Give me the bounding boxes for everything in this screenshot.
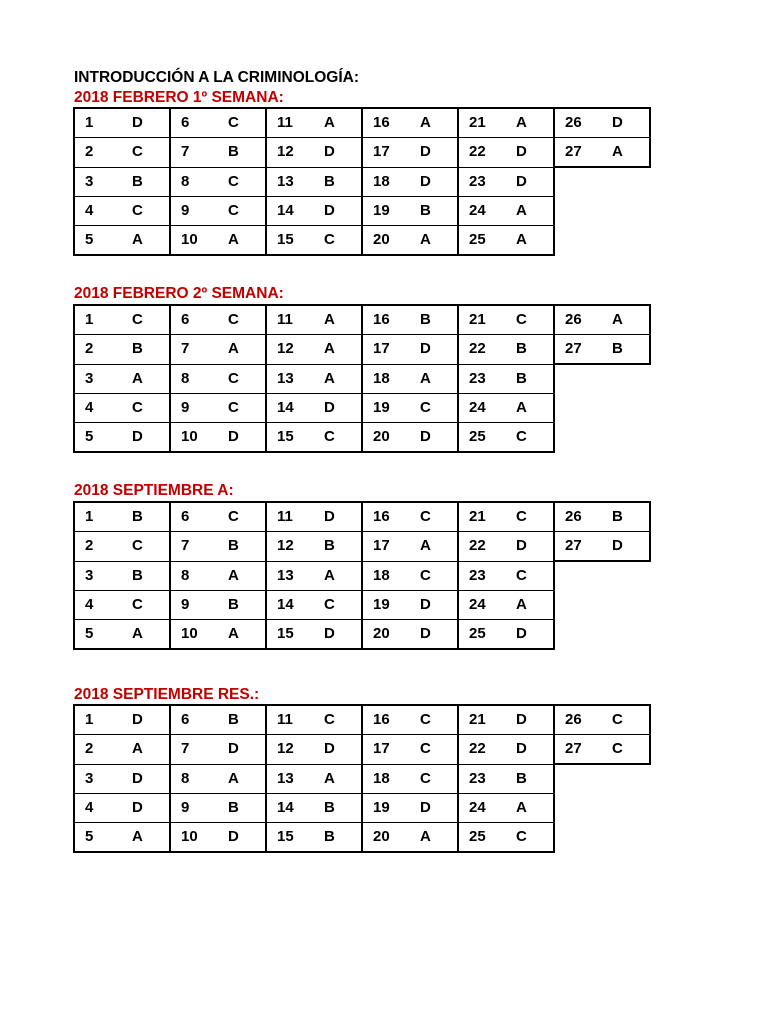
table-row: [74, 335, 650, 365]
answer-letter: D: [502, 138, 554, 168]
answer-letter: B: [214, 705, 266, 735]
section-title: 2018 FEBRERO 2º SEMANA:: [74, 285, 284, 302]
answer-letter: B: [598, 502, 650, 532]
question-number: 7: [170, 532, 214, 562]
question-number: 24: [458, 196, 502, 225]
question-number: 3: [74, 167, 118, 196]
question-number: 22: [458, 138, 502, 168]
table-row: [74, 619, 650, 649]
answer-letter: A: [310, 561, 362, 590]
answer-letter: A: [598, 138, 650, 168]
question-number: 4: [74, 590, 118, 619]
answer-letter: A: [214, 561, 266, 590]
answer-letter: C: [406, 561, 458, 590]
answer-letter: D: [406, 335, 458, 365]
question-number: 8: [170, 561, 214, 590]
question-number: 24: [458, 393, 502, 422]
question-number: 26: [554, 502, 598, 532]
question-number: 8: [170, 364, 214, 393]
answer-letter: C: [502, 822, 554, 852]
answer-letter: A: [406, 225, 458, 255]
question-number: 18: [362, 364, 406, 393]
question-number: 15: [266, 619, 310, 649]
question-number: 17: [362, 532, 406, 562]
answer-letter: D: [214, 735, 266, 765]
answer-letter: B: [502, 764, 554, 793]
question-number: 11: [266, 705, 310, 735]
question-number: 10: [170, 619, 214, 649]
question-number: 2: [74, 532, 118, 562]
question-number: 18: [362, 764, 406, 793]
question-number: 7: [170, 735, 214, 765]
table-row: [74, 822, 650, 852]
question-number: 3: [74, 364, 118, 393]
question-number: 25: [458, 619, 502, 649]
question-number: 16: [362, 705, 406, 735]
answer-letter: A: [310, 364, 362, 393]
question-number: 4: [74, 793, 118, 822]
answer-letter: B: [214, 793, 266, 822]
question-number: 12: [266, 735, 310, 765]
answer-letter: C: [406, 735, 458, 765]
question-number: 12: [266, 532, 310, 562]
question-number: 11: [266, 108, 310, 138]
question-number: 10: [170, 422, 214, 452]
answer-letter: A: [502, 225, 554, 255]
answer-letter: A: [118, 822, 170, 852]
empty-cell: [554, 619, 650, 649]
answer-letter: A: [214, 619, 266, 649]
question-number: 7: [170, 138, 214, 168]
answer-letter: C: [310, 705, 362, 735]
question-number: 16: [362, 502, 406, 532]
answer-letter: B: [502, 335, 554, 365]
answer-letter: A: [310, 764, 362, 793]
answer-letter: D: [406, 590, 458, 619]
table-row: [74, 793, 650, 822]
table-row: [74, 196, 650, 225]
answer-letter: D: [406, 167, 458, 196]
question-number: 17: [362, 138, 406, 168]
answer-letter: A: [310, 108, 362, 138]
table-row: [74, 138, 650, 168]
answer-letter: A: [214, 225, 266, 255]
answer-letter: B: [118, 167, 170, 196]
question-number: 1: [74, 108, 118, 138]
empty-cell: [554, 364, 650, 393]
answer-table: [73, 107, 651, 256]
answer-letter: B: [214, 138, 266, 168]
answer-letter: C: [214, 167, 266, 196]
empty-cell: [554, 822, 650, 852]
question-number: 20: [362, 822, 406, 852]
answer-letter: C: [502, 502, 554, 532]
table-row: [74, 561, 650, 590]
question-number: 17: [362, 335, 406, 365]
question-number: 23: [458, 764, 502, 793]
answer-letter: A: [118, 225, 170, 255]
question-number: 19: [362, 196, 406, 225]
question-number: 22: [458, 735, 502, 765]
question-number: 5: [74, 422, 118, 452]
table-row: [74, 532, 650, 562]
question-number: 21: [458, 108, 502, 138]
question-number: 19: [362, 393, 406, 422]
question-number: 18: [362, 561, 406, 590]
question-number: 14: [266, 590, 310, 619]
question-number: 24: [458, 793, 502, 822]
answer-letter: B: [598, 335, 650, 365]
answer-letter: A: [118, 735, 170, 765]
table-row: [74, 764, 650, 793]
answer-letter: C: [406, 764, 458, 793]
question-number: 22: [458, 335, 502, 365]
answer-letter: D: [214, 822, 266, 852]
table-row: [74, 364, 650, 393]
answer-letter: C: [598, 705, 650, 735]
answer-letter: B: [310, 532, 362, 562]
question-number: 13: [266, 364, 310, 393]
answer-letter: A: [502, 793, 554, 822]
answer-letter: D: [118, 108, 170, 138]
table-row: [74, 705, 650, 735]
empty-cell: [554, 393, 650, 422]
answer-letter: A: [502, 590, 554, 619]
answer-letter: D: [502, 532, 554, 562]
answer-letter: D: [598, 532, 650, 562]
answer-letter: A: [118, 364, 170, 393]
question-number: 26: [554, 705, 598, 735]
answer-letter: C: [118, 532, 170, 562]
question-number: 6: [170, 502, 214, 532]
question-number: 27: [554, 138, 598, 168]
answer-letter: D: [310, 502, 362, 532]
answer-letter: D: [310, 196, 362, 225]
answer-letter: C: [406, 393, 458, 422]
question-number: 19: [362, 590, 406, 619]
answer-letter: A: [214, 764, 266, 793]
answer-letter: D: [118, 705, 170, 735]
answer-letter: B: [310, 793, 362, 822]
document-title: INTRODUCCIÓN A LA CRIMINOLOGÍA:: [74, 69, 360, 86]
answer-letter: A: [214, 335, 266, 365]
question-number: 18: [362, 167, 406, 196]
question-number: 27: [554, 335, 598, 365]
question-number: 12: [266, 138, 310, 168]
empty-cell: [554, 764, 650, 793]
answer-letter: C: [502, 422, 554, 452]
table-row: [74, 735, 650, 765]
answer-letter: B: [118, 561, 170, 590]
question-number: 7: [170, 335, 214, 365]
question-number: 3: [74, 561, 118, 590]
table-row: [74, 590, 650, 619]
answer-letter: D: [598, 108, 650, 138]
answer-letter: C: [214, 196, 266, 225]
question-number: 8: [170, 167, 214, 196]
empty-cell: [554, 561, 650, 590]
answer-letter: A: [502, 196, 554, 225]
question-number: 22: [458, 532, 502, 562]
question-number: 9: [170, 393, 214, 422]
answer-letter: C: [214, 393, 266, 422]
question-number: 27: [554, 532, 598, 562]
answer-letter: C: [118, 196, 170, 225]
answer-letter: D: [214, 422, 266, 452]
answer-letter: D: [502, 167, 554, 196]
answer-letter: D: [310, 735, 362, 765]
question-number: 13: [266, 167, 310, 196]
question-number: 5: [74, 822, 118, 852]
answer-table: [73, 304, 651, 453]
question-number: 25: [458, 822, 502, 852]
question-number: 15: [266, 225, 310, 255]
answer-letter: B: [406, 305, 458, 335]
answer-letter: B: [502, 364, 554, 393]
answer-letter: C: [118, 305, 170, 335]
table-row: [74, 167, 650, 196]
question-number: 20: [362, 225, 406, 255]
answer-letter: C: [214, 502, 266, 532]
question-number: 21: [458, 705, 502, 735]
answer-letter: C: [406, 705, 458, 735]
answer-letter: D: [118, 422, 170, 452]
answer-letter: D: [310, 138, 362, 168]
question-number: 1: [74, 705, 118, 735]
answer-letter: B: [310, 167, 362, 196]
question-number: 13: [266, 764, 310, 793]
answer-letter: A: [598, 305, 650, 335]
question-number: 15: [266, 822, 310, 852]
answer-letter: B: [214, 532, 266, 562]
table-row: [74, 305, 650, 335]
empty-cell: [554, 225, 650, 255]
empty-cell: [554, 422, 650, 452]
answer-letter: A: [310, 305, 362, 335]
question-number: 9: [170, 793, 214, 822]
question-number: 14: [266, 393, 310, 422]
answer-letter: B: [214, 590, 266, 619]
question-number: 1: [74, 305, 118, 335]
answer-letter: D: [406, 619, 458, 649]
empty-cell: [554, 590, 650, 619]
table-row: [74, 108, 650, 138]
question-number: 19: [362, 793, 406, 822]
answer-letter: C: [118, 393, 170, 422]
answer-letter: C: [118, 138, 170, 168]
table-row: [74, 502, 650, 532]
question-number: 26: [554, 108, 598, 138]
question-number: 27: [554, 735, 598, 765]
question-number: 12: [266, 335, 310, 365]
answer-letter: A: [118, 619, 170, 649]
question-number: 9: [170, 196, 214, 225]
question-number: 2: [74, 735, 118, 765]
question-number: 17: [362, 735, 406, 765]
answer-letter: C: [214, 305, 266, 335]
answer-letter: C: [598, 735, 650, 765]
answer-letter: A: [502, 393, 554, 422]
table-row: [74, 225, 650, 255]
answer-letter: D: [310, 393, 362, 422]
answer-letter: C: [502, 561, 554, 590]
answer-letter: C: [406, 502, 458, 532]
question-number: 13: [266, 561, 310, 590]
section-title: 2018 SEPTIEMBRE A:: [74, 482, 234, 499]
answer-letter: D: [310, 619, 362, 649]
question-number: 5: [74, 619, 118, 649]
answer-letter: C: [310, 422, 362, 452]
question-number: 3: [74, 764, 118, 793]
answer-letter: D: [406, 422, 458, 452]
section-title: 2018 SEPTIEMBRE RES.:: [74, 686, 260, 703]
answer-letter: D: [406, 138, 458, 168]
question-number: 16: [362, 108, 406, 138]
question-number: 1: [74, 502, 118, 532]
answer-letter: C: [118, 590, 170, 619]
answer-letter: D: [406, 793, 458, 822]
answer-letter: B: [310, 822, 362, 852]
question-number: 25: [458, 422, 502, 452]
answer-letter: C: [214, 108, 266, 138]
question-number: 2: [74, 335, 118, 365]
question-number: 20: [362, 619, 406, 649]
section-title: 2018 FEBRERO 1º SEMANA:: [74, 89, 284, 106]
table-row: [74, 393, 650, 422]
answer-letter: C: [502, 305, 554, 335]
answer-letter: D: [502, 705, 554, 735]
answer-letter: A: [310, 335, 362, 365]
question-number: 4: [74, 196, 118, 225]
answer-letter: D: [118, 793, 170, 822]
empty-cell: [554, 167, 650, 196]
answer-letter: A: [406, 822, 458, 852]
question-number: 24: [458, 590, 502, 619]
table-row: [74, 422, 650, 452]
answer-letter: C: [214, 364, 266, 393]
question-number: 15: [266, 422, 310, 452]
answer-letter: A: [502, 108, 554, 138]
question-number: 11: [266, 502, 310, 532]
answer-letter: A: [406, 532, 458, 562]
question-number: 10: [170, 822, 214, 852]
question-number: 23: [458, 561, 502, 590]
question-number: 14: [266, 793, 310, 822]
answer-letter: C: [310, 225, 362, 255]
question-number: 6: [170, 705, 214, 735]
question-number: 6: [170, 305, 214, 335]
question-number: 20: [362, 422, 406, 452]
question-number: 21: [458, 305, 502, 335]
question-number: 10: [170, 225, 214, 255]
answer-letter: D: [118, 764, 170, 793]
answer-letter: B: [118, 502, 170, 532]
answer-letter: B: [406, 196, 458, 225]
answer-letter: C: [310, 590, 362, 619]
answer-letter: B: [118, 335, 170, 365]
question-number: 11: [266, 305, 310, 335]
question-number: 6: [170, 108, 214, 138]
question-number: 5: [74, 225, 118, 255]
question-number: 16: [362, 305, 406, 335]
answer-letter: D: [502, 735, 554, 765]
answer-table: [73, 501, 651, 650]
answer-letter: D: [502, 619, 554, 649]
empty-cell: [554, 793, 650, 822]
question-number: 2: [74, 138, 118, 168]
answer-letter: A: [406, 364, 458, 393]
empty-cell: [554, 196, 650, 225]
answer-table: [73, 704, 651, 853]
question-number: 9: [170, 590, 214, 619]
question-number: 25: [458, 225, 502, 255]
answer-letter: A: [406, 108, 458, 138]
question-number: 8: [170, 764, 214, 793]
question-number: 4: [74, 393, 118, 422]
question-number: 23: [458, 167, 502, 196]
question-number: 26: [554, 305, 598, 335]
question-number: 21: [458, 502, 502, 532]
question-number: 14: [266, 196, 310, 225]
question-number: 23: [458, 364, 502, 393]
